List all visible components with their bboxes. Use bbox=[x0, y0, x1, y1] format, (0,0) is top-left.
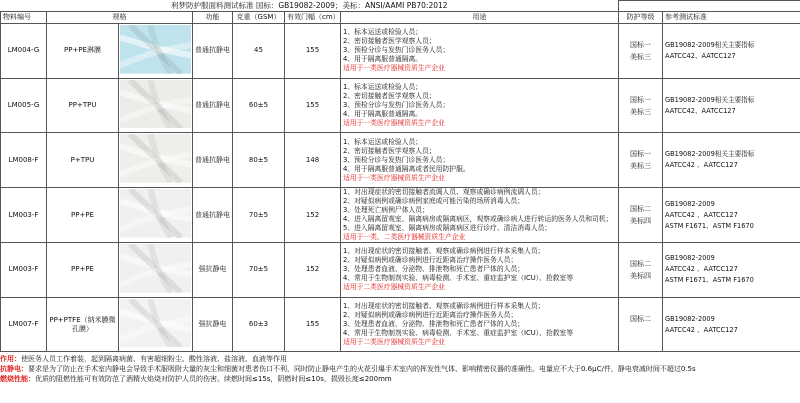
fabric-swatch-graphic bbox=[120, 189, 191, 238]
weight-gsm: 60±5 bbox=[233, 78, 285, 133]
material-spec: PP+PE bbox=[47, 243, 119, 298]
material-spec: PP+TPU bbox=[47, 78, 119, 133]
use-item: 4、用于隔离服普通隔离或者民用防护服。 bbox=[343, 164, 470, 173]
use-item: 3、处理患者血液、分泌物、排泄物和死亡患者尸体的人员； bbox=[343, 265, 525, 274]
standard-item: GB19082-2009 bbox=[665, 314, 715, 323]
level-item: 国标二 bbox=[630, 314, 652, 323]
use-item: 1、标本运送或检验人员； bbox=[343, 83, 423, 91]
table-row bbox=[1, 24, 800, 79]
fabric-swatch-graphic bbox=[120, 299, 191, 348]
header-func: 功能 bbox=[193, 12, 233, 24]
use-item: 1、对出现症状的密切接触者、观察或确诊病例进行样本采集人员； bbox=[343, 247, 545, 256]
weight-gsm: 60±3 bbox=[233, 297, 285, 352]
level-item: 美标三 bbox=[630, 107, 652, 116]
use-item: 2、对疑似病例或确诊病例家庭或可能污染的场所消毒人员； bbox=[343, 197, 525, 206]
effective-width: 155 bbox=[285, 24, 341, 79]
level-item: 美标四 bbox=[630, 271, 652, 280]
table-row bbox=[1, 133, 800, 188]
standard-item: AATCC42、AATCC127 bbox=[665, 51, 736, 60]
use-item: 4、用于隔离服普通隔离。 bbox=[343, 55, 423, 64]
standard-item: ASTM F1671、ASTM F1670 bbox=[665, 221, 754, 230]
use-item: 1、对出现症状的密切接触者、观察或确诊病例进行样本采集人员； bbox=[343, 302, 545, 311]
weight-gsm: 80±5 bbox=[233, 133, 285, 188]
qualification-note: 适用于二类医疗器械资质生产企业 bbox=[343, 283, 445, 292]
qualification-note: 适用于一类医疗器械资质生产企业 bbox=[343, 64, 445, 73]
qualification-note: 适用于一类、二类医疗器械资质生产企业 bbox=[343, 233, 466, 242]
qualification-note: 适用于一类医疗器械资质生产企业 bbox=[343, 119, 445, 127]
standard-item: GB19082-2009相关主要指标 bbox=[665, 40, 755, 49]
use-item: 1、对出现症状的密切接触者流调人员、观察或确诊病例流调人员； bbox=[343, 188, 545, 197]
material-spec: PP+PTFE（纳米膜微孔膜） bbox=[47, 297, 119, 352]
use-item: 4、常用于生物制剂实验、病毒检测、手术室、重症监护室（ICU）、抢救室等 bbox=[343, 329, 574, 338]
function: 普通抗静电 bbox=[193, 133, 233, 188]
use-item: 2、密切接触者医学观察人员； bbox=[343, 37, 436, 46]
level-item: 国标一 bbox=[630, 40, 652, 49]
level-item: 美标三 bbox=[630, 52, 652, 61]
fabric-swatch-graphic bbox=[120, 244, 191, 293]
fabric-swatch-image bbox=[119, 78, 193, 133]
qualification-note: 适用于一类医疗器械资质生产企业 bbox=[343, 173, 445, 182]
material-code: LM003-F bbox=[1, 243, 47, 298]
header-level: 防护等级 bbox=[619, 12, 663, 24]
material-code: LM005-G bbox=[1, 78, 47, 133]
footer-notes bbox=[0, 354, 800, 384]
material-code: LM004-G bbox=[1, 24, 47, 79]
footer-flame: 燃烧性能：优质的阻燃性能可有效防范了酒精火焰烧对防护人员的伤害。续燃时间≤15s，阴燃时间≤10s，损毁长度≤200mm bbox=[0, 375, 392, 383]
material-code: LM007-F bbox=[1, 297, 47, 352]
weight-gsm: 45 bbox=[233, 24, 285, 79]
function: 强抗静电 bbox=[193, 297, 233, 352]
header-standard: 参考测试标准 bbox=[663, 12, 800, 24]
fabric-swatch-image bbox=[119, 243, 193, 298]
table-row bbox=[1, 243, 800, 298]
level-item: 美标四 bbox=[630, 217, 652, 226]
use-item: 1、标本运送或检验人员； bbox=[343, 28, 423, 37]
fabric-swatch-image bbox=[119, 133, 193, 188]
effective-width: 148 bbox=[285, 133, 341, 188]
protection-level bbox=[619, 188, 663, 243]
weight-gsm: 70±5 bbox=[233, 243, 285, 298]
material-spec: P+TPU bbox=[47, 133, 119, 188]
protection-level bbox=[619, 133, 663, 188]
effective-width: 155 bbox=[285, 297, 341, 352]
use-item: 2、密切接触者医学观察人员； bbox=[343, 92, 436, 100]
use-item: 3、处理患者血液、分泌物、排泄物和死亡患者尸体的人员； bbox=[343, 320, 525, 329]
table-row bbox=[1, 297, 800, 352]
header-row bbox=[1, 12, 800, 24]
standard-item: GB19082-2009相关主要指标 bbox=[665, 95, 755, 104]
function: 强抗静电 bbox=[193, 243, 233, 298]
protection-level bbox=[619, 24, 663, 79]
fabric-swatch-image bbox=[119, 188, 193, 243]
standard-item: AATCC42 、AATCC127 bbox=[665, 265, 738, 274]
protection-level bbox=[619, 78, 663, 133]
standard-item: GB19082-2009 bbox=[665, 254, 715, 263]
use-item: 4、常用于生物制剂实验、病毒检测、手术室、重症监护室（ICU）、抢救室等 bbox=[343, 274, 574, 283]
header-uses: 用途 bbox=[341, 12, 619, 24]
use-item: 3、预检分诊与发热门诊医务人员； bbox=[343, 155, 450, 164]
fabric-swatch-graphic bbox=[120, 25, 191, 74]
material-code: LM003-F bbox=[1, 188, 47, 243]
use-item: 5、进入隔离留观室、隔离病房或隔离病区进行诊疗、清洁消毒人员； bbox=[343, 224, 552, 233]
test-standard bbox=[663, 78, 800, 133]
weight-gsm: 70±5 bbox=[233, 188, 285, 243]
material-spec: PP+PE bbox=[47, 188, 119, 243]
use-item: 3、预检分诊与发热门诊医务人员； bbox=[343, 101, 450, 109]
level-item: 国标一 bbox=[630, 95, 652, 104]
test-standard bbox=[663, 297, 800, 352]
uses-list bbox=[341, 188, 619, 243]
function: 普通抗静电 bbox=[193, 78, 233, 133]
protection-level bbox=[619, 297, 663, 352]
use-item: 1、标本运送或检验人员； bbox=[343, 137, 423, 146]
material-spec: PP+PE淋膜 bbox=[47, 24, 119, 79]
table-row bbox=[1, 78, 800, 133]
standard-item: AATCC42 、AATCC127 bbox=[665, 210, 738, 219]
header-spec: 规格 bbox=[47, 12, 193, 24]
use-item: 4、用于隔离服普通隔离。 bbox=[343, 110, 423, 118]
level-item: 美标三 bbox=[630, 162, 652, 171]
table-row bbox=[1, 188, 800, 243]
material-code: LM008-F bbox=[1, 133, 47, 188]
effective-width: 152 bbox=[285, 243, 341, 298]
level-item: 国标一 bbox=[630, 150, 652, 159]
level-item: 国标二 bbox=[630, 205, 652, 214]
test-standard bbox=[663, 133, 800, 188]
qualification-note: 适用于二类医疗器械资质生产企业 bbox=[343, 338, 445, 347]
uses-list bbox=[341, 24, 619, 79]
fabric-swatch-image bbox=[119, 24, 193, 79]
use-item: 2、对疑似病例或确诊病例进行近距离治疗操作医务人员； bbox=[343, 256, 518, 265]
use-item: 4、进入隔离留观室、隔离病房或隔离病区，观察或确诊病人进行转运的医务人员和司机； bbox=[343, 215, 613, 224]
footer-use: 作用：使医务人员工作着装，起到隔离病菌、有害超细粉尘、酸性溶液、盐溶液、血液等作用 bbox=[0, 355, 287, 363]
header-width: 有效门幅（cm） bbox=[285, 12, 341, 24]
uses-list bbox=[341, 133, 619, 188]
fabric-swatch-graphic bbox=[120, 80, 191, 129]
test-standard bbox=[663, 24, 800, 79]
header-code: 物料编号 bbox=[1, 12, 47, 24]
standard-item: GB19082-2009 bbox=[665, 199, 715, 208]
level-item bbox=[621, 325, 660, 337]
use-item: 2、对疑似病例或确诊病例进行近距离治疗操作医务人员； bbox=[343, 311, 518, 320]
effective-width: 152 bbox=[285, 188, 341, 243]
uses-list bbox=[341, 78, 619, 133]
use-item: 2、密切接触者医学观察人员； bbox=[343, 146, 436, 155]
use-item: 3、预检分诊与发热门诊医务人员； bbox=[343, 46, 450, 55]
standard-item: AATCC42、AATCC127 bbox=[665, 106, 736, 115]
use-item: 3、处理死亡病例尸体人员； bbox=[343, 206, 429, 215]
standard-item: ASTM F1671、ASTM F1670 bbox=[665, 276, 754, 285]
test-standard bbox=[663, 243, 800, 298]
header-weight: 克重（GSM） bbox=[233, 12, 285, 24]
test-standard bbox=[663, 188, 800, 243]
protection-level bbox=[619, 243, 663, 298]
uses-list bbox=[341, 243, 619, 298]
page-title: 利梦防护服面料测试标准 国标：GB19082-2009；美标：ANSI/AAMI PB70:2012 bbox=[170, 1, 448, 11]
standard-item: AATCC42 、AATCC127 bbox=[665, 325, 738, 334]
function: 普通抗静电 bbox=[193, 188, 233, 243]
level-item: 国标二 bbox=[630, 259, 652, 268]
function: 普通抗静电 bbox=[193, 24, 233, 79]
standard-item: GB19082-2009相关主要指标 bbox=[665, 150, 755, 159]
uses-list bbox=[341, 297, 619, 352]
footer-antistatic: 抗静电：要求是为了防止在手术室内静电会导致手术服吸附大量的灰尘和细菌对患者伤口不利，同时防止静电产生的火花引爆手术室内的挥发性气体、影响精密仪器的准确性。电量应不大于0.6μC/件，静电衰减时间不超过0.5s bbox=[0, 365, 696, 373]
standard-item: AATCC42 、AATCC127 bbox=[665, 161, 738, 170]
effective-width: 155 bbox=[285, 78, 341, 133]
fabric-swatch-image bbox=[119, 297, 193, 352]
fabric-swatch-graphic bbox=[120, 134, 191, 183]
